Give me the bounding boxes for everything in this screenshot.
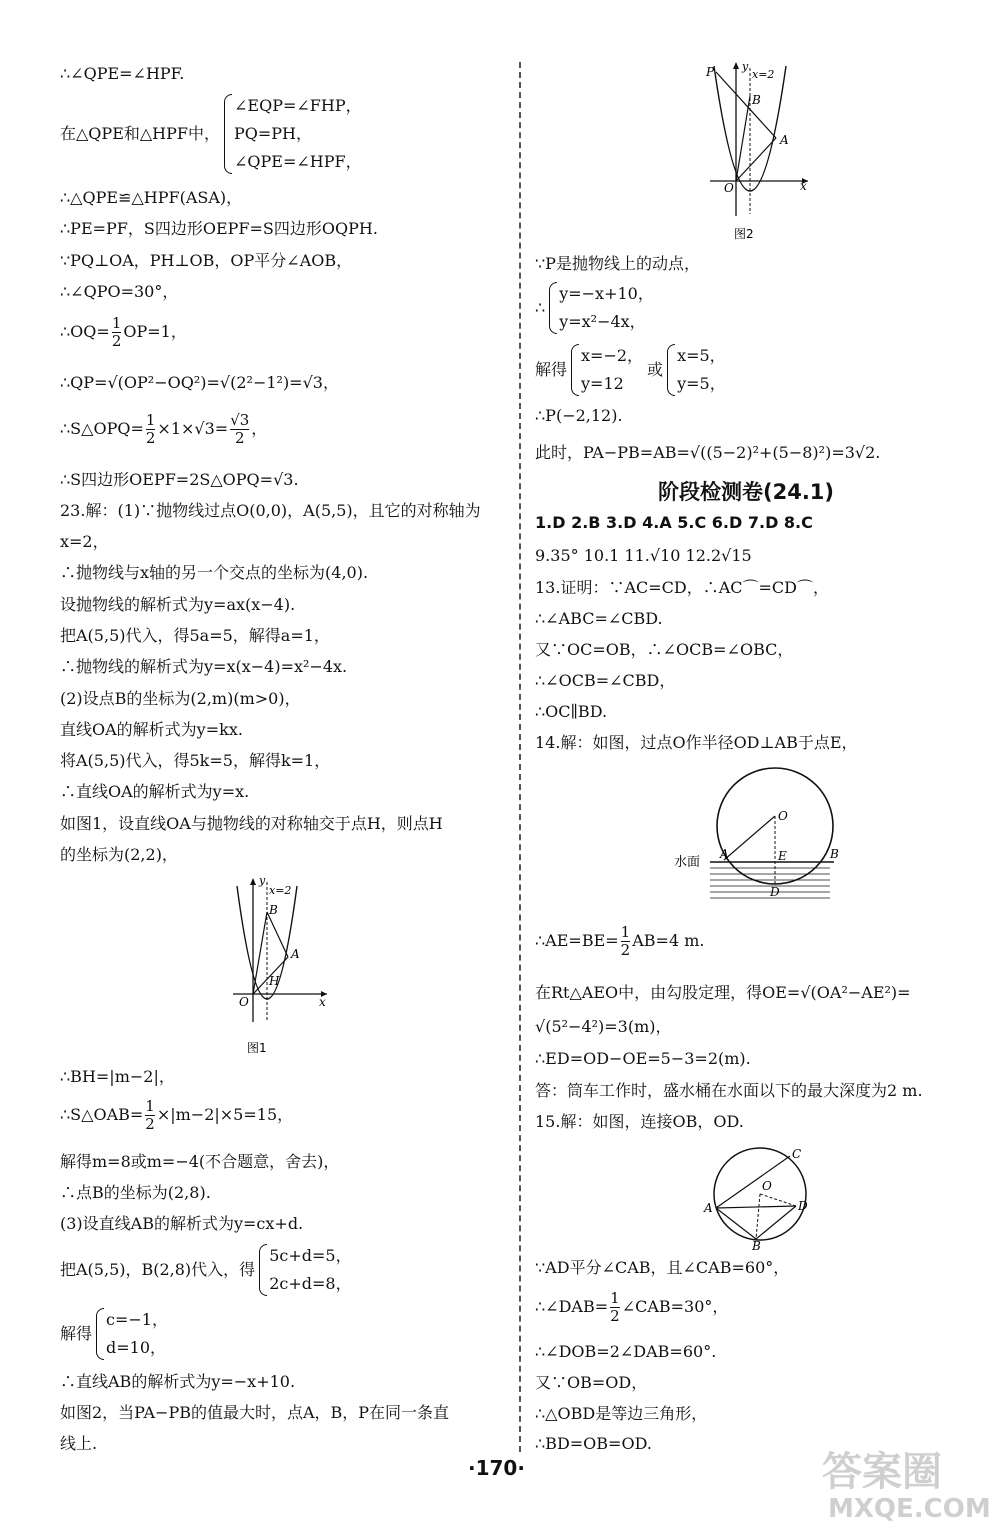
system-line: ∴ y=−x+10， y=x²−4x， <box>535 280 654 336</box>
equation-system: ∠EQP=∠FHP， PQ=PH， ∠QPE=∠HPF， <box>224 92 362 176</box>
fraction-line: ∴S△OAB= $\frac{1}{2}$ ×|m−2|×5=15， <box>60 1097 294 1133</box>
text-line: 如图2，当PA−PB的值最大时，点A，B，P在同一条直 <box>60 1403 450 1422</box>
text-line: ∴抛物线的解析式为y=x(x−4)=x²−4x. <box>60 657 348 676</box>
text-line: 13.证明：∵AC=CD，∴AC⌒=CD⌒， <box>535 578 829 597</box>
text-line: ∴直线AB的解析式为y=−x+10. <box>60 1372 296 1391</box>
label-a: A <box>291 947 300 961</box>
figure-2 <box>700 56 815 246</box>
fraction-line: ∴S△OPQ= $\frac{1}{2}$ ×1×√3= $\frac{√3}{2}$ ， <box>60 411 268 447</box>
system-line: 解得 x=−2， y=12 或 x=5， y=5， <box>535 342 726 398</box>
equation-system: c=−1， d=10， <box>96 1306 168 1362</box>
text-line: 又∵OB=OD， <box>535 1373 648 1392</box>
label-y: y <box>259 874 266 887</box>
text-line: ∴△QPE≌△HPF(ASA)， <box>60 188 243 207</box>
fraction-line: ∴AE=BE= $\frac{1}{2}$ AB=4 m. <box>535 923 705 959</box>
text-line: 设抛物线的解析式为y=ax(x−4). <box>60 595 296 614</box>
text-line: 把A(5,5)代入，得5a=5，解得a=1， <box>60 626 330 645</box>
text-line: ∴点B的坐标为(2,8). <box>60 1183 211 1202</box>
label-o: O <box>724 181 734 195</box>
text-line: 如图1，设直线OA与抛物线的对称轴交于点H，则点H <box>60 814 443 833</box>
text-line: ∵P是抛物线上的动点， <box>535 254 700 273</box>
system-line: 解得 c=−1， d=10， <box>60 1306 168 1362</box>
page-number: ·170· <box>468 1456 525 1480</box>
text-line: 答：筒车工作时，盛水桶在水面以下的最大深度为2 m. <box>535 1081 923 1100</box>
text-line: (3)设直线AB的解析式为y=cx+d. <box>60 1214 304 1233</box>
text-line: 15.解：如图，连接OB，OD. <box>535 1112 744 1131</box>
text-line: ∴∠ABC=∠CBD. <box>535 609 663 628</box>
figure-4 <box>700 1140 820 1250</box>
equation-system: 5c+d=5， 2c+d=8， <box>259 1242 351 1298</box>
y-axis-arrow <box>250 878 256 885</box>
chord-bd <box>756 1206 796 1239</box>
section-title: 阶段检测卷(24.1) <box>658 480 835 504</box>
text-line: ∴P(−2,12). <box>535 406 623 425</box>
equation-system: y=−x+10， y=x²−4x， <box>549 280 654 336</box>
figure-1 <box>225 872 335 1060</box>
text-line: ∴BD=OB=OD. <box>535 1434 652 1453</box>
text-line: 的坐标为(2,2)， <box>60 845 178 864</box>
text-line: ∴直线OA的解析式为y=x. <box>60 782 250 801</box>
text-line: 此时，PA−PB=AB=√((5−2)²+(5−8)²)=3√2. <box>535 443 881 462</box>
chord-ac <box>716 1156 790 1208</box>
chord-ab <box>716 1208 756 1239</box>
column-divider <box>519 62 521 1452</box>
text-line: ∴S四边形OEPF=2S△OPQ=√3. <box>60 470 299 489</box>
text-line: ∴PE=PF，S四边形OEPF=S四边形OQPH. <box>60 219 378 238</box>
text-line: ∴∠OCB=∠CBD， <box>535 671 676 690</box>
radius-oa <box>724 816 775 860</box>
system-line: 在△QPE和△HPF中， ∠EQP=∠FHP， PQ=PH， ∠QPE=∠HPF， <box>60 92 362 176</box>
label-x: x <box>319 995 326 1009</box>
watermark-logo: 答案圈 <box>822 1449 942 1495</box>
text-line: √(5²−4²)=3(m)， <box>535 1017 672 1036</box>
text-line: 解得m=8或m=−4(不合题意，舍去)， <box>60 1152 340 1171</box>
label-b: B <box>752 1239 761 1250</box>
label-b: B <box>269 903 278 917</box>
text-line: 将A(5,5)代入，得5k=5，解得k=1， <box>60 751 331 770</box>
text-line: ∴抛物线与x轴的另一个交点的坐标为(4,0). <box>60 563 369 582</box>
label-y: y <box>742 60 749 73</box>
text-line: ∴OC∥BD. <box>535 702 608 721</box>
equation-system: x=5， y=5， <box>667 342 726 398</box>
label-a: A <box>720 847 729 861</box>
y-axis-arrow <box>733 62 739 69</box>
answer-key-choice: 1.D 2.B 3.D 4.A 5.C 6.D 7.D 8.C <box>535 513 813 532</box>
label-d: D <box>770 885 780 899</box>
text-line: 23.解：(1)∵抛物线过点O(0,0)，A(5,5)，且它的对称轴为 <box>60 501 481 520</box>
text-line: 线上. <box>60 1434 98 1453</box>
fraction-line: ∴∠DAB= $\frac{1}{2}$ ∠CAB=30°， <box>535 1289 729 1325</box>
text-line: ∵PQ⊥OA，PH⊥OB，OP平分∠AOB， <box>60 251 353 270</box>
text-line: ∴∠QPE=∠HPF. <box>60 64 185 83</box>
label-a: A <box>704 1201 713 1215</box>
label-a: A <box>780 133 789 147</box>
label-b: B <box>752 93 761 107</box>
label-symmetry-axis: x=2 <box>269 884 292 897</box>
label-o: O <box>778 809 788 823</box>
text-line: ∴BH=|m−2|， <box>60 1067 175 1086</box>
text-line: ∴ED=OD−OE=5−3=2(m). <box>535 1049 751 1068</box>
text-line: ∴△OBD是等边三角形， <box>535 1404 708 1423</box>
label-h: H <box>269 974 280 988</box>
equation-system: x=−2， y=12 <box>571 342 643 398</box>
label-d: D <box>798 1199 808 1213</box>
label-o: O <box>239 995 249 1009</box>
chord-ad <box>716 1206 796 1208</box>
text-line: x=2， <box>60 532 109 551</box>
segment-od <box>760 1194 796 1206</box>
answer-key-fill: 9.35° 10.1 11.√10 12.2√15 <box>535 546 752 565</box>
label-o: O <box>762 1179 772 1193</box>
figure-2-caption: 图2 <box>734 227 754 241</box>
text-line: (2)设点B的坐标为(2,m)(m>0)， <box>60 689 301 708</box>
fraction-line: ∴OQ= $\frac{1}{2}$ OP=1， <box>60 314 187 350</box>
label-x: x <box>800 179 807 193</box>
label-c: C <box>792 1147 802 1161</box>
system-line: 把A(5,5)，B(2,8)代入，得 5c+d=5， 2c+d=8， <box>60 1242 352 1298</box>
label-symmetry-axis: x=2 <box>752 68 775 81</box>
figure-1-caption: 图1 <box>247 1041 267 1055</box>
text-line: 直线OA的解析式为y=kx. <box>60 720 243 739</box>
label-e: E <box>778 849 787 863</box>
text-line: ∵AD平分∠CAB，且∠CAB=60°， <box>535 1258 790 1277</box>
text-line: 14.解：如图，过点O作半径OD⊥AB于点E， <box>535 733 858 752</box>
segment-ob <box>756 1194 760 1239</box>
label-b: B <box>830 847 839 861</box>
text-line: ∴∠DOB=2∠DAB=60°. <box>535 1342 717 1361</box>
text-line: ∴∠QPO=30°， <box>60 282 179 301</box>
text-line: 在Rt△AEO中，由勾股定理，得OE=√(OA²−AE²)= <box>535 983 911 1002</box>
text-line: 又∵OC=OB，∴∠OCB=∠OBC， <box>535 640 794 659</box>
label-p: P <box>706 65 715 79</box>
text-line: ∴QP=√(OP²−OQ²)=√(2²−1²)=√3， <box>60 373 339 392</box>
watermark-url: MXQE.COM <box>828 1494 991 1524</box>
segment-ab <box>267 912 288 957</box>
water-label: 水面 <box>674 855 701 870</box>
figure-3 <box>672 756 852 912</box>
